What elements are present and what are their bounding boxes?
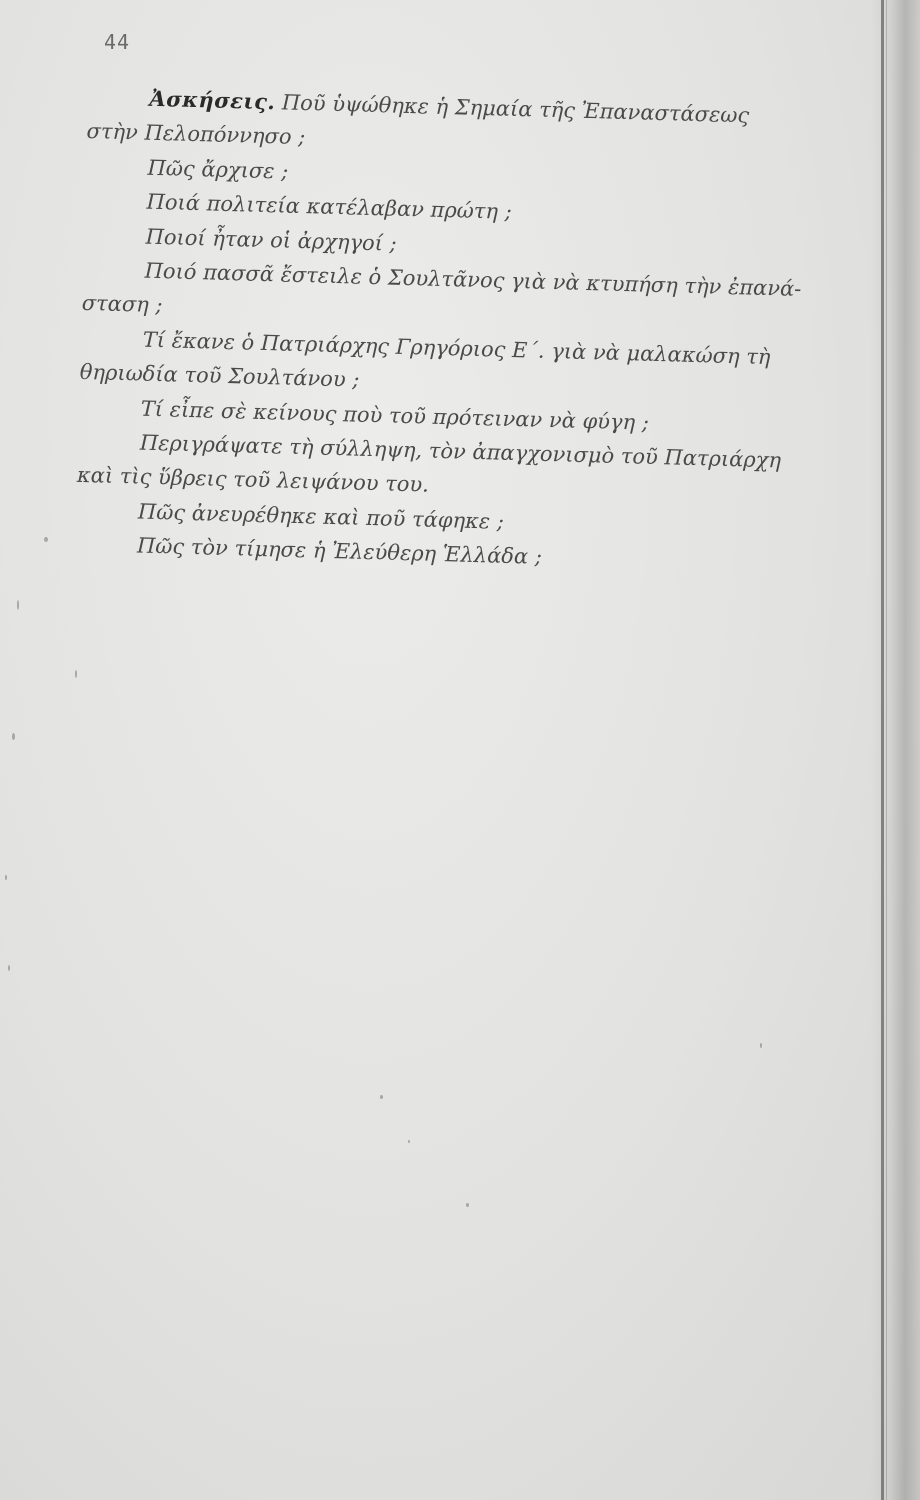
exercise-line: θηριωδία τοῦ Σουλτάνου ; (79, 360, 360, 392)
scan-speck (408, 1140, 410, 1143)
scan-speck (75, 670, 77, 678)
scan-speck (466, 1203, 469, 1207)
scan-speck (380, 1095, 383, 1099)
scan-speck (760, 1043, 762, 1048)
exercise-line: Πῶς τὸν τίμησε ἡ Ἐλεύθερη Ἑλλάδα ; (136, 533, 543, 569)
exercises-heading: Ἀσκήσεις. (149, 85, 276, 115)
exercise-line: Πῶς ἄρχισε ; (147, 155, 289, 184)
exercise-line: καὶ τὶς ὕβρεις τοῦ λειψάνου του. (76, 463, 430, 497)
exercise-line: Ποιοί ἦταν οἱ ἀρχηγοί ; (145, 224, 398, 256)
exercise-line: σταση ; (81, 291, 163, 318)
exercises-block (75, 80, 858, 583)
page-number: 44 (104, 30, 131, 54)
scan-speck (5, 875, 7, 880)
exercise-question-text: Ποῦ ὑψώθηκε ἡ Σημαία τῆς Ἐπαναστάσεως (281, 90, 750, 128)
exercise-line: Ποιό πασσᾶ ἔστειλε ὁ Σουλτᾶνος γιὰ νὰ κτυπήση τὴν ἐπανά- (144, 258, 802, 301)
scan-speck (12, 733, 15, 740)
exercise-line: Ποιά πολιτεία κατέλαβαν πρώτη ; (146, 189, 513, 225)
exercise-line: Τί ἔκανε ὁ Πατριάρχης Γρηγόριος Ε΄. γιὰ νὰ μαλακώση τὴ (142, 327, 771, 369)
book-spine-shadow (870, 0, 920, 1500)
scan-speck (8, 965, 10, 971)
scan-speck (17, 600, 19, 610)
book-spine-edge (881, 0, 884, 1500)
scan-speck (44, 537, 48, 542)
exercise-line: Πῶς ἀνευρέθηκε καὶ ποῦ τάφηκε ; (137, 499, 505, 534)
book-spine-edge-highlight (886, 0, 887, 1500)
exercise-line: Περιγράψατε τὴ σύλληψη, τὸν ἀπαγχονισμὸ τοῦ Πατριάρχη (139, 430, 782, 473)
exercise-line: στὴν Πελοπόννησο ; (86, 119, 306, 150)
exercise-line: Τί εἶπε σὲ κείνους ποὺ τοῦ πρότειναν νὰ φύγη ; (140, 396, 650, 435)
